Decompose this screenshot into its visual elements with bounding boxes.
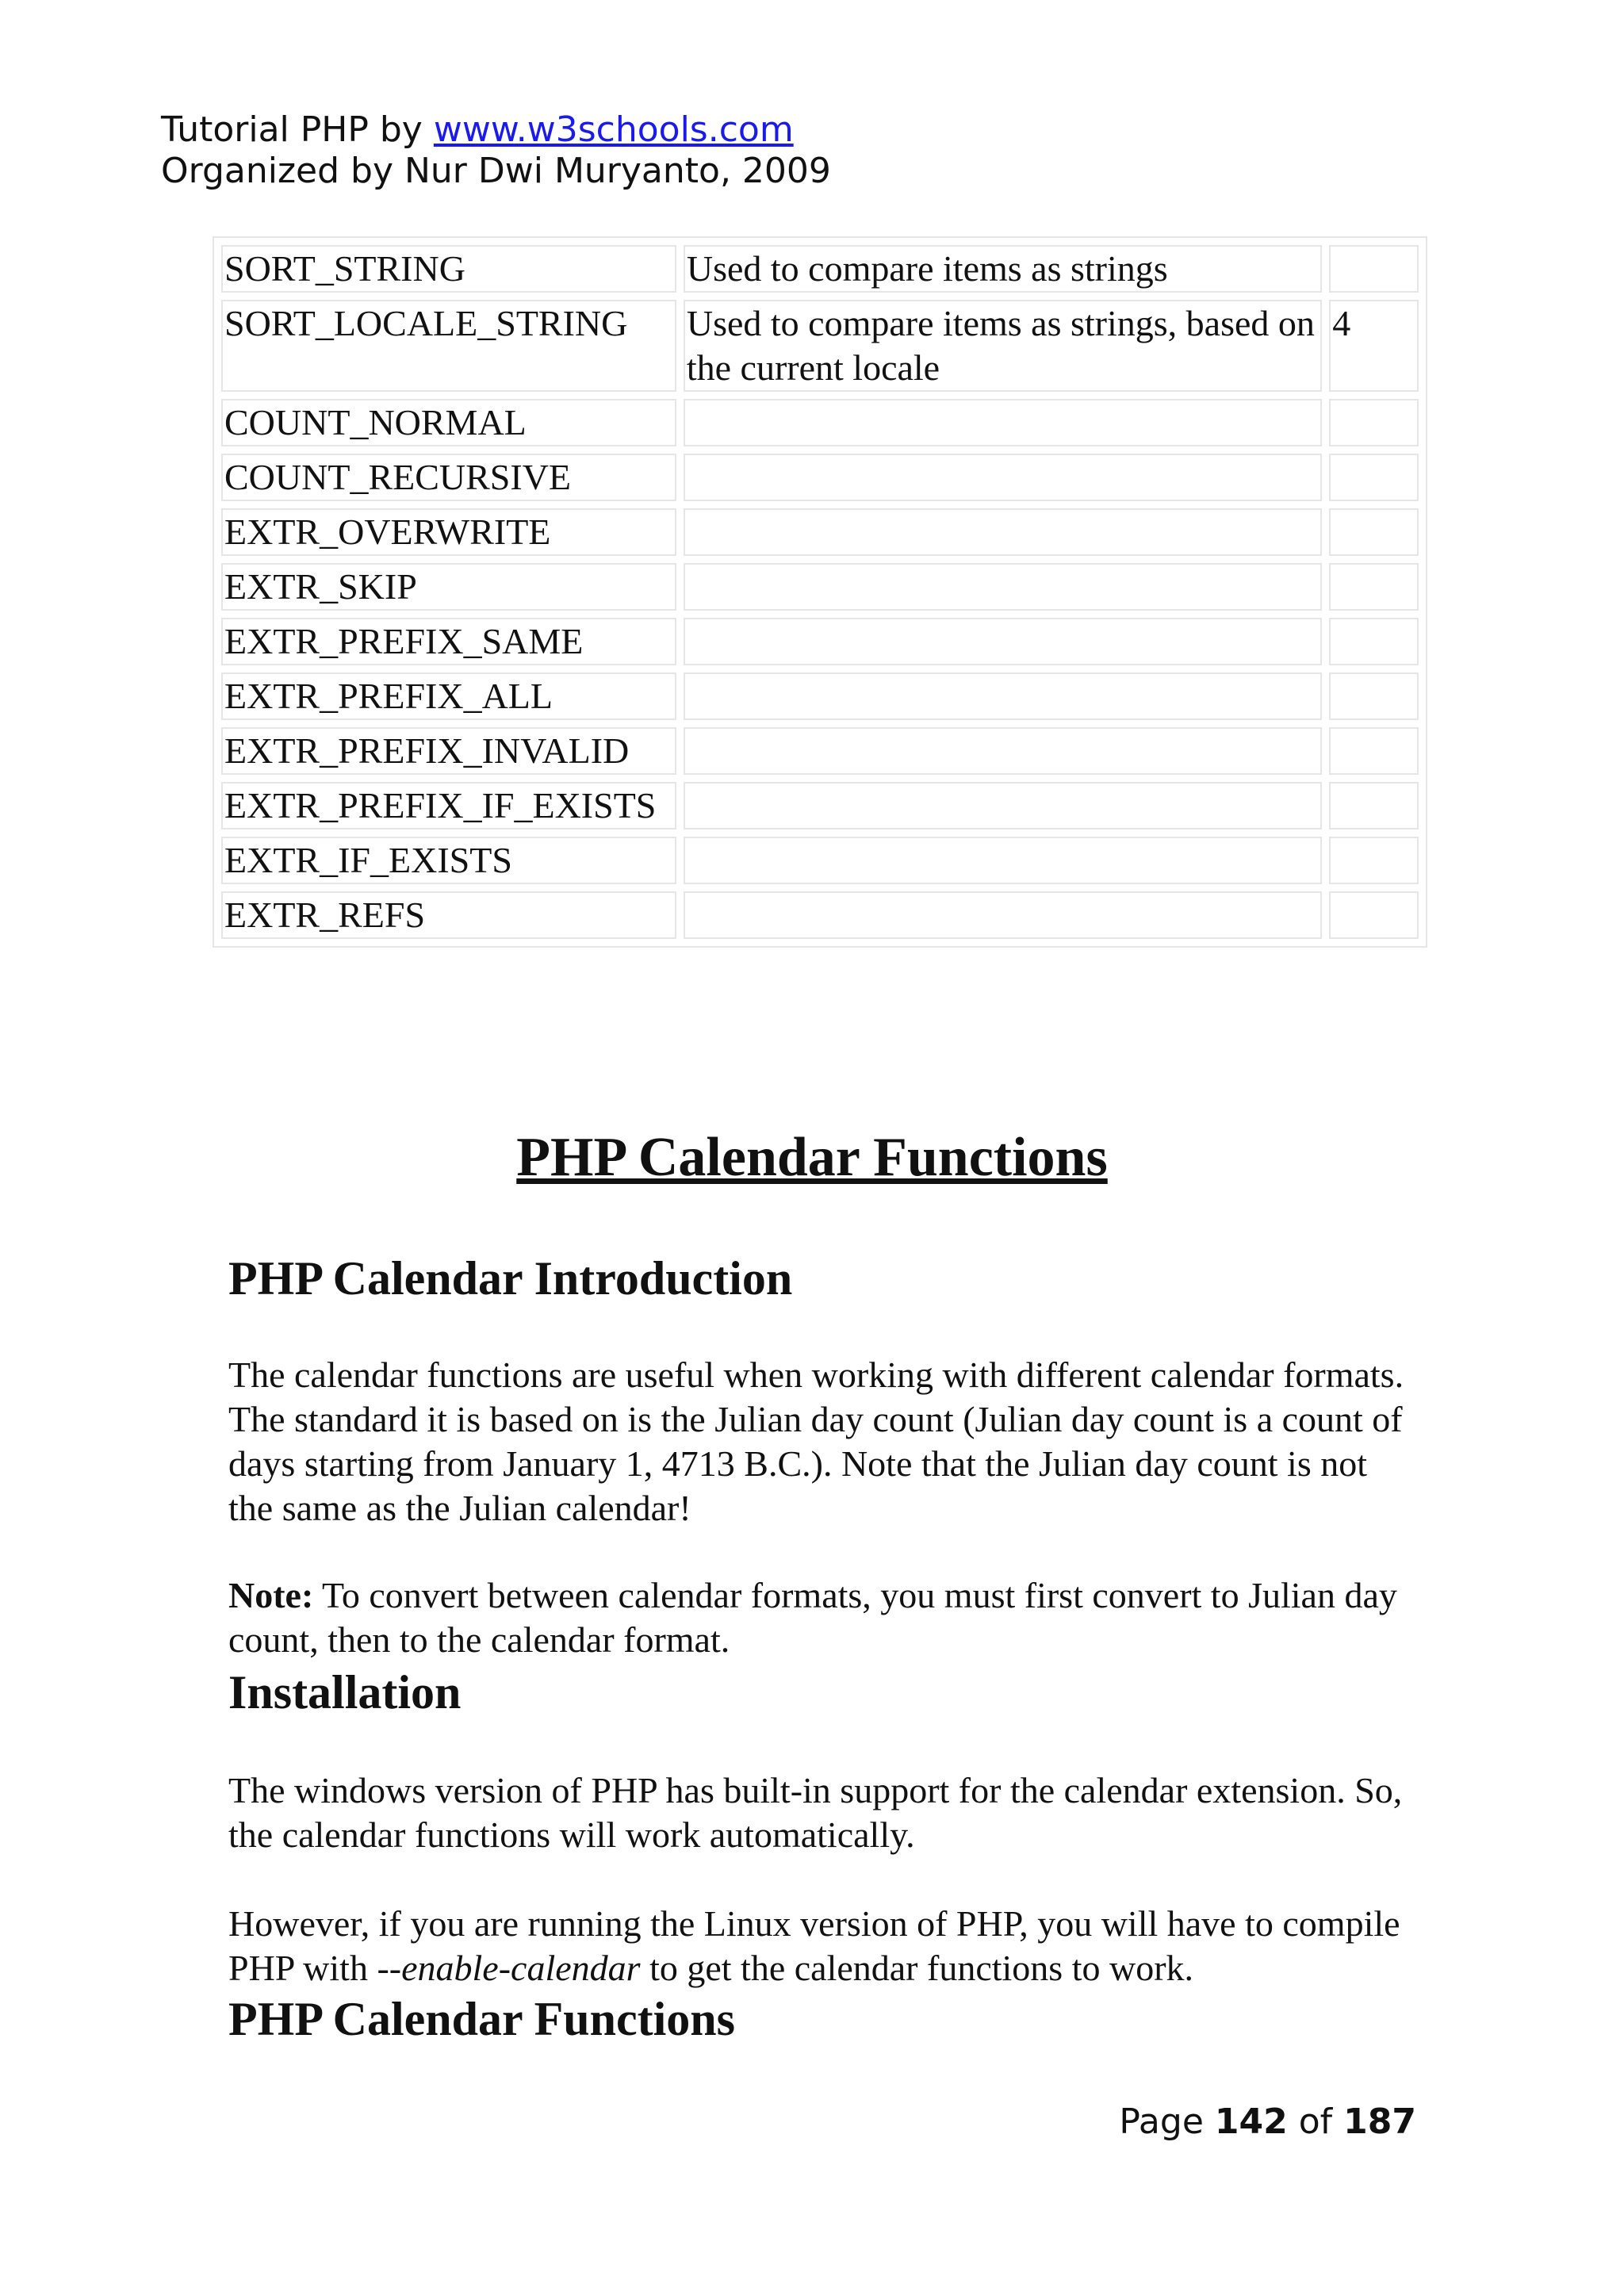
constant-name-cell: EXTR_IF_EXISTS (221, 837, 676, 884)
description-cell (684, 454, 1322, 501)
install-text-before: However, if you are running the Linux version of PHP, you will have to compile PHP with (228, 1903, 1400, 1988)
install-text-after: to get the calendar functions to work. (640, 1948, 1194, 1988)
constant-name-cell: EXTR_PREFIX_INVALID (221, 727, 676, 775)
description-cell: Used to compare items as strings (684, 245, 1322, 293)
enable-calendar-flag: --enable-calendar (377, 1948, 641, 1988)
php-version-cell (1329, 837, 1419, 884)
table-row (221, 891, 1419, 939)
page-title: PHP Calendar Functions (516, 1127, 1108, 1188)
constant-name-cell: SORT_STRING (221, 245, 676, 293)
intro-paragraph: The calendar functions are useful when working with different calendar formats. The standard it is based on is the Julian day count (Julian day count is a count of days starting from January 1, 4713 B.C.). Note that the Julian day count is not the same as the Julian calendar! (228, 1354, 1404, 1528)
table-row (221, 454, 1419, 501)
table-row (221, 508, 1419, 556)
constants-table-body (221, 245, 1419, 939)
php-version-cell (1329, 454, 1419, 501)
description-cell (684, 891, 1322, 939)
description-cell (684, 727, 1322, 775)
header-prefix: Tutorial PHP by (161, 109, 434, 150)
w3schools-link[interactable]: www.w3schools.com (433, 109, 794, 150)
php-version-cell (1329, 399, 1419, 446)
page-label: Page (1119, 2102, 1215, 2142)
php-version-cell (1329, 727, 1419, 775)
total-pages: 187 (1343, 2102, 1416, 2142)
php-version-cell (1329, 563, 1419, 611)
installation-heading: Installation (228, 1666, 462, 1718)
constant-name-cell: EXTR_REFS (221, 891, 676, 939)
header-line-2: Organized by Nur Dwi Muryanto, 2009 (161, 151, 831, 191)
constant-name-cell: EXTR_OVERWRITE (221, 508, 676, 556)
table-row (221, 672, 1419, 720)
constant-name-cell: COUNT_NORMAL (221, 399, 676, 446)
constant-name-cell: EXTR_SKIP (221, 563, 676, 611)
table-row (221, 618, 1419, 665)
description-cell (684, 782, 1322, 829)
functions-heading: PHP Calendar Functions (228, 1993, 735, 2045)
description-cell (684, 672, 1322, 720)
page-number: 142 (1214, 2102, 1288, 2142)
install-paragraph-2 (228, 1902, 1418, 1990)
description-cell: Used to compare items as strings, based on the current locale (684, 300, 1322, 392)
php-version-cell: 4 (1329, 300, 1419, 392)
header-line-1 (161, 109, 831, 151)
table-row (221, 245, 1419, 293)
table-row (221, 727, 1419, 775)
table-row (221, 837, 1419, 884)
note-label: Note: (228, 1575, 314, 1615)
php-version-cell (1329, 782, 1419, 829)
constant-name-cell: SORT_LOCALE_STRING (221, 300, 676, 392)
description-cell (684, 508, 1322, 556)
description-cell (684, 618, 1322, 665)
description-cell (684, 563, 1322, 611)
of-label: of (1287, 2102, 1344, 2142)
install-paragraph-1: The windows version of PHP has built-in support for the calendar extension. So, the calendar functions will work automatically. (228, 1770, 1403, 1855)
description-cell (684, 399, 1322, 446)
page-header (161, 109, 831, 192)
table-row (221, 399, 1419, 446)
page-footer (1119, 2102, 1416, 2143)
php-version-cell (1329, 672, 1419, 720)
constant-name-cell: EXTR_PREFIX_ALL (221, 672, 676, 720)
constant-name-cell: EXTR_PREFIX_IF_EXISTS (221, 782, 676, 829)
php-version-cell (1329, 508, 1419, 556)
php-version-cell (1329, 618, 1419, 665)
constant-name-cell: COUNT_RECURSIVE (221, 454, 676, 501)
table-row (221, 563, 1419, 611)
table-row (221, 782, 1419, 829)
note-text: To convert between calendar formats, you must first convert to Julian day count, then to the calendar format. (228, 1575, 1397, 1660)
description-cell (684, 837, 1322, 884)
table-row (221, 300, 1419, 392)
php-version-cell (1329, 245, 1419, 293)
intro-heading: PHP Calendar Introduction (228, 1252, 793, 1305)
constants-table (213, 236, 1427, 948)
php-version-cell (1329, 891, 1419, 939)
constant-name-cell: EXTR_PREFIX_SAME (221, 618, 676, 665)
note-paragraph (228, 1573, 1418, 1662)
